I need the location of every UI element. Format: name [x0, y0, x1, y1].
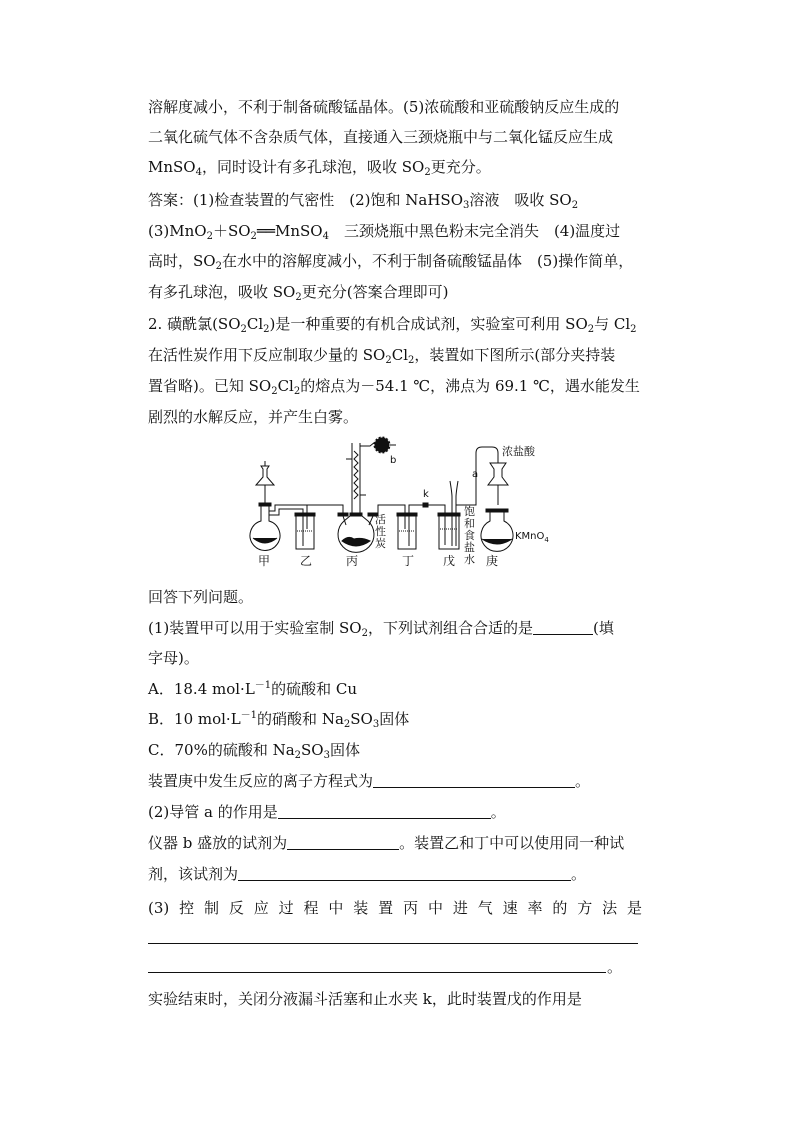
text-line-2: 二氧化硫气体不含杂质气体，直接通入三颈烧瓶中与二氧化锰反应生成 [148, 128, 614, 146]
apparatus-jia [250, 461, 307, 550]
question-2-line-3: 置省略)。已知 $SO_2Cl_2$的熔点为－54.1 ℃，沸点为 69.1 ℃，遇水能发生 [148, 377, 640, 397]
label-yi: 乙 [300, 554, 313, 568]
question-1-line-equation: 装置庚中发生反应的离子方程式为 。 [148, 772, 591, 790]
label-geng: 庚 [486, 554, 499, 568]
text-line-1: 溶解度减小，不利于制备硫酸锰晶体。(5)浓硫酸和亚硫酸钠反应生成的 [148, 98, 620, 116]
option-c: C．70%的硫酸和 $Na_2SO_3$固体 [148, 741, 360, 761]
label-shi: 食 [464, 529, 475, 542]
label-shui: 水 [464, 553, 475, 566]
answer-blank-5[interactable] [238, 865, 571, 881]
answer-blank-3[interactable] [278, 803, 491, 819]
answer-blank-1[interactable] [533, 619, 593, 635]
answer-blank-6[interactable] [148, 943, 638, 944]
apparatus-geng [476, 447, 513, 551]
answer-line-1: 答案：(1)检查装置的气密性 (2)饱和 NaHSO$_3$溶液 吸收 $SO_2$ [148, 191, 579, 211]
question-1-line-1: (1)装置甲可以用于实验室制 $SO_2$，下列试剂组合合适的是 (填 [148, 619, 614, 639]
label-yan: 盐 [464, 541, 475, 554]
question-2b-line-2: 剂，该试剂为 。 [148, 865, 587, 883]
label-he: 和 [464, 517, 475, 530]
label-ding: 丁 [402, 554, 415, 568]
option-a: A．18.4 $mol\cdot L^{-1}$的硫酸和 Cu [148, 680, 358, 698]
label-k: k [423, 489, 429, 500]
label-xing: 性 [375, 525, 386, 538]
label-nongyansuan: 浓盐酸 [502, 445, 535, 458]
question-3-line-2: 实验结束时，关闭分液漏斗活塞和止水夹 k，此时装置戊的作用是 [148, 990, 582, 1008]
label-wu: 戊 [443, 554, 456, 568]
answer-blank-7[interactable] [148, 972, 606, 973]
question-3-line-1: (3)控制反应过程中装置丙中进气速率的方法是 [148, 899, 642, 917]
answer-line-2: $(3)MnO_2+SO_2══MnSO_4$ 三颈烧瓶中黑色粉末完全消失 (4)温度过 [148, 222, 621, 242]
label-bing: 丙 [346, 554, 359, 568]
question-2-line-2: 在活性炭作用下反应制取少量的 $SO_2Cl_2$，装置如下图所示(部分夹持装 [148, 346, 616, 366]
option-b: B．10 $mol\cdot L^{-1}$的硝酸和 $Na_2SO_3$固体 [148, 710, 410, 730]
answer-line-4: 有多孔球泡，吸收 $SO_2$更充分(答案合理即可) [148, 283, 449, 303]
answer-blank-4[interactable] [287, 834, 399, 850]
question-2b-line-1: 仪器 b 盛放的试剂为 。装置乙和丁中可以使用同一种试 [148, 834, 625, 852]
apparatus-ding [397, 503, 445, 549]
label-b: b [390, 455, 397, 466]
answer-blank-2[interactable] [373, 772, 575, 788]
label-a: a [472, 469, 479, 480]
label-kmno4: KMnO$_4$ [515, 531, 549, 544]
apparatus-yi [295, 505, 343, 549]
label-huo: 活 [375, 513, 386, 526]
label-jia: 甲 [258, 554, 271, 568]
question-2-line-4: 剧烈的水解反应，并产生白雾。 [148, 408, 359, 426]
answer-line-3: 高时，$SO_2$在水中的溶解度减小，不利于制备硫酸锰晶体 (5)操作简单， [148, 252, 634, 272]
question-2a-line: (2)导管 a 的作用是 。 [148, 803, 506, 821]
label-bao: 饱 [464, 505, 475, 518]
apparatus-figure [240, 433, 555, 573]
text-line-answer-intro: 回答下列问题。 [148, 588, 254, 606]
text-line-3: MnSO$_4$，同时设计有多孔球泡，吸收 $SO_2$更充分。 [148, 158, 491, 178]
question-3-line-end: 。 [607, 958, 623, 976]
question-2-line-1: 2. 磺酰氯$(SO_2Cl_2)$是一种重要的有机合成试剂，实验室可利用 $SO_2$与 $Cl_2$ [148, 315, 637, 335]
question-1-line-2: 字母)。 [148, 649, 199, 667]
label-tan: 炭 [375, 537, 386, 550]
